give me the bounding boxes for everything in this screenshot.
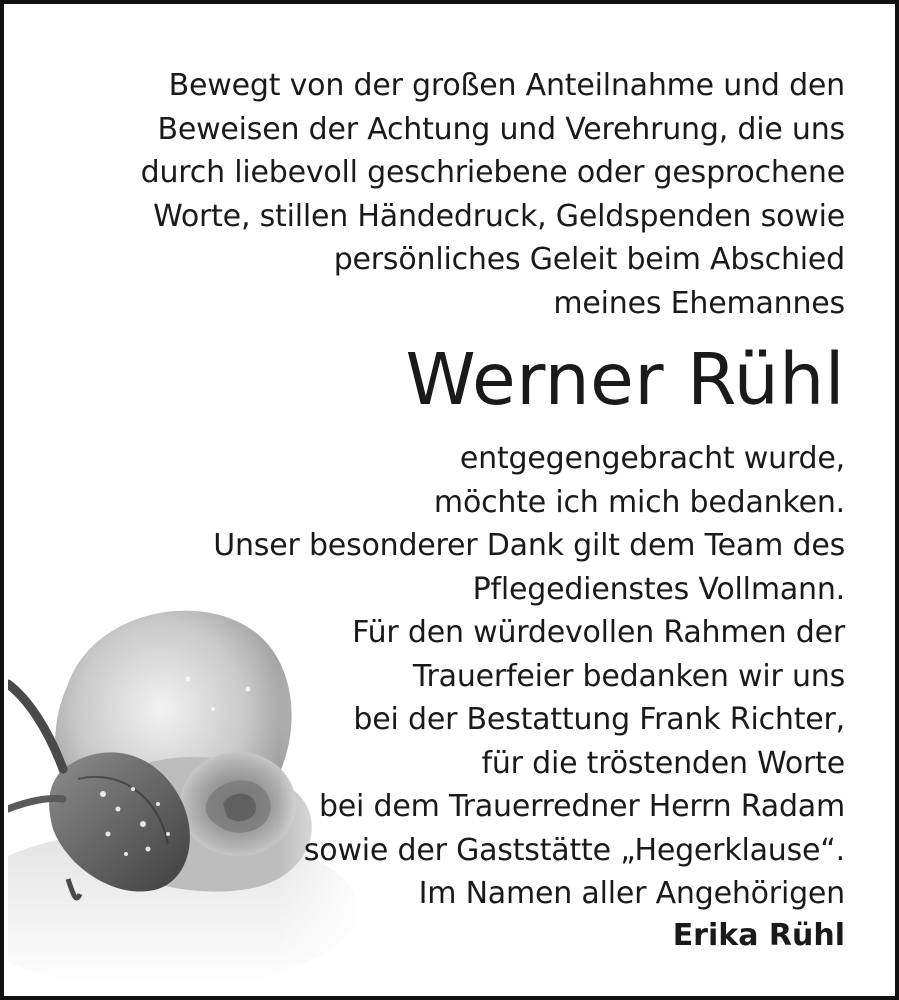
intro-line: Bewegt von der großen Anteilnahme und den — [168, 68, 845, 103]
deceased-name: Werner Rühl — [405, 338, 845, 421]
thanks-line: für die tröstenden Worte — [481, 745, 845, 781]
thanks-line: möchte ich mich bedanken. — [433, 484, 845, 520]
thanks-line: sowie der Gaststätte „Hegerklause“. — [303, 832, 845, 868]
thanks-line: bei dem Trauerredner Herrn Radam — [318, 789, 845, 824]
closing-line: Im Namen aller Angehörigen — [418, 876, 845, 911]
intro-line: persönliches Geleit beim Abschied — [333, 242, 845, 277]
thanks-line: Pflegedienstes Vollmann. — [472, 571, 845, 607]
thanks-text — [213, 437, 845, 872]
thanks-line: Für den würdevollen Rahmen der — [352, 615, 845, 650]
intro-line: Beweisen der Achtung und Verehrung, die uns — [157, 111, 845, 147]
thanks-line: Trauerfeier bedanken wir uns — [412, 658, 845, 694]
intro-line: Worte, stillen Händedruck, Geldspenden sowie — [153, 198, 845, 234]
intro-line: durch liebevoll geschriebene oder gesprochene — [140, 155, 845, 190]
thanks-line: Unser besonderer Dank gilt dem Team des — [213, 528, 845, 563]
intro-text — [141, 64, 845, 325]
intro-line: meines Ehemannes — [553, 285, 845, 321]
signature: Erika Rühl — [672, 918, 845, 953]
thanks-line: entgegengebracht wurde, — [459, 441, 845, 476]
thanks-line: bei der Bestattung Frank Richter, — [353, 702, 845, 737]
